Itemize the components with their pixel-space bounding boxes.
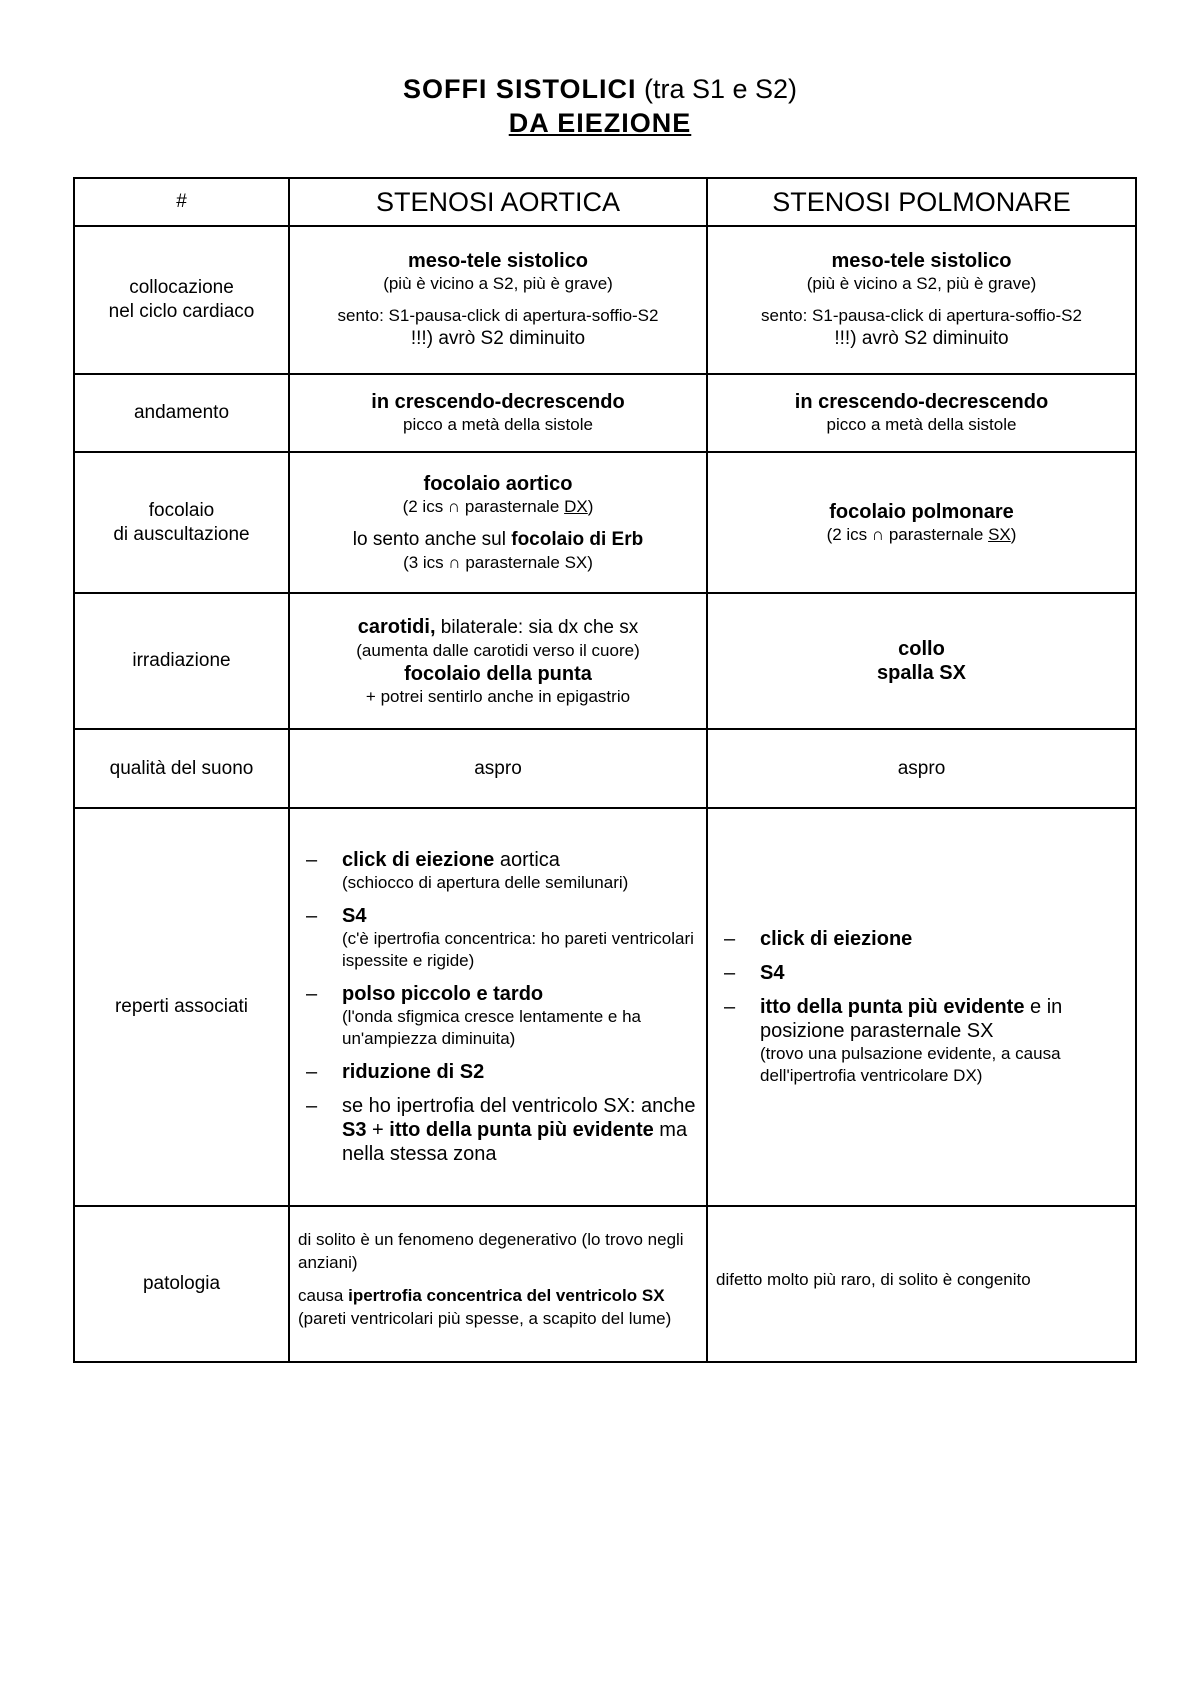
cell-main: focolaio polmonare — [829, 500, 1014, 523]
cell-extra: sento: S1-pausa-click di apertura-soffio-S2 — [337, 306, 659, 325]
item-text: aortica — [494, 849, 560, 871]
list-item — [724, 927, 1127, 951]
item-text: ma nella stessa zona — [342, 1119, 688, 1165]
cell-note: (aumenta dalle carotidi verso il cuore) — [356, 640, 640, 660]
item-bold: itto della punta più evidente — [760, 996, 1025, 1018]
cell-qualita-polmonare: aspro — [707, 729, 1136, 808]
cell-irradiazione-polmonare — [707, 593, 1136, 729]
cell-qualita-aortica: aspro — [289, 729, 707, 808]
label-reperti: reperti associati — [74, 808, 289, 1206]
item-bold: S4 — [760, 962, 785, 984]
cell-main: in crescendo-decrescendo — [794, 391, 1049, 413]
line-bold: carotidi, — [357, 615, 436, 638]
reperti-list — [716, 927, 1127, 1087]
cell-note: picco a metà della sistole — [403, 415, 593, 434]
cell-note: + potrei sentirlo anche in epigastrio — [365, 686, 631, 706]
label-line: focolaio — [148, 499, 215, 521]
cell-patologia-aortica — [289, 1206, 707, 1362]
header-stenosi-polmonare: STENOSI POLMONARE — [707, 178, 1136, 226]
header-hash: # — [74, 178, 289, 226]
cell-main: collo — [898, 638, 945, 660]
title-line — [0, 72, 1200, 106]
subtitle: DA EIEZIONE — [508, 108, 692, 138]
cell-extra: sento: S1-pausa-click di apertura-soffio-S2 — [761, 306, 1082, 325]
row-patologia — [74, 1206, 1136, 1362]
label-patologia: patologia — [74, 1206, 289, 1362]
pat-text: (pareti ventricolari più spesse, a scapito del lume) — [298, 1309, 672, 1328]
note-underlined: SX — [988, 524, 1011, 544]
cell-note — [716, 524, 1127, 546]
item-text: + — [366, 1119, 390, 1141]
note-text: (2 ics ∩ parasternale — [826, 524, 989, 544]
cell-irradiazione-aortica — [289, 593, 707, 729]
cell-andamento-polmonare — [707, 374, 1136, 452]
item-text: e in posizione parasternale SX — [760, 996, 1063, 1042]
row-focolaio — [74, 452, 1136, 593]
label-collocazione — [74, 226, 289, 374]
item-bold: riduzione di S2 — [342, 1061, 485, 1083]
item-note: (schiocco di apertura delle semilunari) — [342, 873, 629, 892]
pat-paragraph — [298, 1284, 698, 1330]
cell-main: meso-tele sistolico — [407, 250, 589, 272]
cell-focolaio-aortica — [289, 452, 707, 593]
cell-note: picco a metà della sistole — [826, 415, 1017, 434]
label-line: nel ciclo cardiaco — [108, 301, 255, 322]
row-andamento — [74, 374, 1136, 452]
cell-reperti-aortica — [289, 808, 707, 1206]
cell-andamento-aortica — [289, 374, 707, 452]
cell-line — [298, 615, 698, 640]
cell-main: focolaio della punta — [404, 662, 592, 685]
list-item — [724, 995, 1127, 1087]
cell-note: (più è vicino a S2, più è grave) — [383, 274, 613, 293]
label-qualita: qualità del suono — [74, 729, 289, 808]
item-bold: click di eiezione — [760, 928, 913, 950]
cell-extra: !!!) avrò S2 diminuito — [834, 328, 1009, 349]
line2-text: lo sento anche sul — [352, 528, 512, 550]
label-irradiazione: irradiazione — [74, 593, 289, 729]
line-text: bilaterale: sia dx che sx — [435, 616, 639, 638]
cell-note: (3 ics ∩ parasternale SX) — [403, 552, 593, 572]
comparison-table — [73, 177, 1137, 1363]
item-bold: S4 — [342, 905, 367, 927]
line2-bold: focolaio di Erb — [511, 528, 644, 550]
header-stenosi-aortica: STENOSI AORTICA — [289, 178, 707, 226]
title-bold: SOFFI SISTOLICI — [402, 74, 637, 104]
cell-patologia-polmonare — [707, 1206, 1136, 1362]
item-bold: itto della punta più evidente — [389, 1119, 654, 1141]
document-title — [0, 72, 1200, 140]
cell-main: spalla SX — [877, 662, 966, 684]
item-note: (trovo una pulsazione evidente, a causa dell'ipertrofia ventricolare DX) — [760, 1044, 1061, 1085]
list-item — [306, 1060, 698, 1084]
label-line: di auscultazione — [113, 523, 250, 545]
list-item — [306, 904, 698, 972]
pat-paragraph: difetto molto più raro, di solito è congenito — [716, 1269, 1031, 1289]
row-qualita — [74, 729, 1136, 808]
pat-paragraph: di solito è un fenomeno degenerativo (lo trovo negli anziani) — [298, 1230, 684, 1272]
reperti-list — [298, 848, 698, 1166]
item-bold: S3 — [342, 1119, 367, 1141]
cell-note: (più è vicino a S2, più è grave) — [806, 274, 1037, 293]
label-focolaio — [74, 452, 289, 593]
note-text: ) — [1010, 524, 1017, 544]
cell-note — [298, 496, 698, 518]
cell-extra: !!!) avrò S2 diminuito — [410, 328, 586, 349]
cell-main: focolaio aortico — [423, 472, 573, 495]
cell-main: in crescendo-decrescendo — [371, 391, 625, 413]
cell-collocazione-aortica — [289, 226, 707, 374]
item-bold: polso piccolo e tardo — [342, 983, 544, 1005]
note-text: (2 ics ∩ parasternale — [402, 496, 565, 516]
list-item — [306, 1094, 698, 1166]
list-item — [306, 982, 698, 1050]
row-collocazione — [74, 226, 1136, 374]
note-text: ) — [587, 496, 594, 516]
cell-reperti-polmonare — [707, 808, 1136, 1206]
note-underlined: DX — [564, 496, 588, 516]
label-line: collocazione — [129, 277, 234, 298]
list-item — [306, 848, 698, 894]
label-andamento: andamento — [74, 374, 289, 452]
item-bold: click di eiezione — [342, 849, 495, 871]
item-note: (c'è ipertrofia concentrica: ho pareti ventricolari ispessite e rigide) — [342, 929, 694, 970]
title-rest: (tra S1 e S2) — [643, 74, 798, 104]
cell-main: meso-tele sistolico — [831, 250, 1012, 272]
cell-line2 — [298, 528, 698, 552]
cell-collocazione-polmonare — [707, 226, 1136, 374]
item-text: se ho ipertrofia del ventricolo SX: anche — [342, 1095, 696, 1117]
pat-bold: ipertrofia concentrica del ventricolo SX — [348, 1286, 665, 1305]
pat-text: causa — [298, 1286, 349, 1305]
row-reperti — [74, 808, 1136, 1206]
list-item — [724, 961, 1127, 985]
item-note: (l'onda sfigmica cresce lentamente e ha un'ampiezza diminuita) — [342, 1007, 642, 1048]
cell-focolaio-polmonare — [707, 452, 1136, 593]
table-header-row — [74, 178, 1136, 226]
row-irradiazione — [74, 593, 1136, 729]
